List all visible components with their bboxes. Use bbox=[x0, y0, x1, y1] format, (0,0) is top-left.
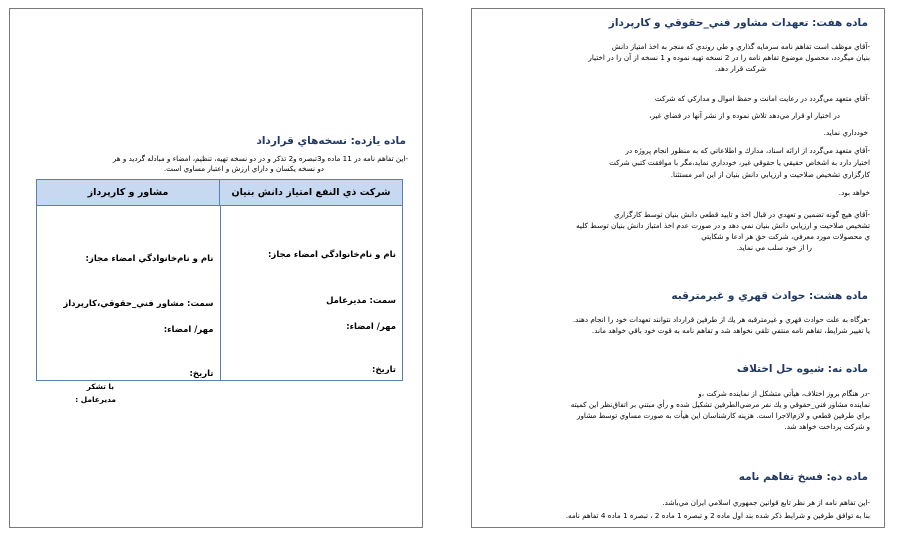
table-header-company: شركت ذي النفع امتياز دانش بنيان bbox=[220, 180, 402, 206]
section-9-heading: ماده نه: شيوه حل اختلاف bbox=[736, 363, 868, 375]
text-line: در اختيار او قرار مي‌دهد تلاش نموده و از نشر آنها در فضاي غير، bbox=[649, 111, 840, 120]
seal-signature-field: مهر/ امضاء: bbox=[346, 322, 396, 332]
table-column-company bbox=[220, 206, 403, 380]
section-9-text bbox=[571, 388, 870, 432]
text-line: -آقاي متعهد مي‌گردد در رعايت امانت و حفظ اموال و مداركي كه شركت bbox=[654, 94, 870, 103]
text-line: يا تغيير شرايط، تفاهم نامه منتفي تلقي نخواهد شد و تفاهم نامه به قوت خود باقي خواهد ماند. bbox=[591, 326, 870, 335]
text-line: نماينده مشاور فني_حقوقي و يك نفر مرضي‌الطرفين تشكيل شده و رأي مبتني بر اتفاق‌نظر اين كميته bbox=[570, 400, 870, 409]
section-7-paragraph-3 bbox=[609, 145, 870, 199]
signatory-name-field: نام و نام‌خانوادگي امضاء مجاز: bbox=[268, 250, 396, 260]
text-line: خواهد بود. bbox=[838, 188, 870, 197]
date-field: تاريخ: bbox=[372, 365, 396, 375]
section-10-text bbox=[566, 496, 870, 522]
section-7-paragraph-1 bbox=[588, 41, 870, 74]
text-line: ي محصولات مورد معرفي، شركت حق هر ادعا و شكايتي bbox=[701, 232, 870, 241]
text-line: و شركت پرداخت خواهد شد. bbox=[784, 422, 870, 431]
section-11-text bbox=[113, 154, 408, 174]
position-field: سمت: مشاور فني_حقوقي،كارپرداز bbox=[63, 299, 214, 309]
text-line: شركت قرار دهد. bbox=[715, 64, 766, 73]
text-line: تشخيص صلاحيت و ارزيابي دانش بنيان نمي دهد و در صورت عدم اخذ امتياز دانش بنيان توسط كليه bbox=[576, 221, 870, 230]
text-line: دو نسخه يكسان و داراي ارزش و اعتبار مساوي است. bbox=[163, 164, 324, 173]
text-line: -آقاي هيچ گونه تضمين و تعهدي در قبال اخذ و تاييد قطعي دانش بنيان توسط كارگزاري bbox=[614, 210, 870, 219]
seal-signature-field: مهر/ امضاء: bbox=[163, 325, 214, 335]
thanks-note: با تشكر bbox=[86, 382, 114, 391]
section-7-paragraph-2 bbox=[649, 90, 870, 141]
text-line: -هرگاه به علت حوادث قهري و غيرمترقبه هر يك از طرفين قرارداد نتوانند تعهدات خود را انجام دهند. bbox=[572, 315, 870, 324]
date-field: تاريخ: bbox=[189, 369, 214, 379]
table-header-row bbox=[37, 180, 402, 206]
signature-table bbox=[36, 179, 403, 381]
text-line: -اين تفاهم نامه از هر نظر تابع قوانين جمهوري اسلامي ايران مي‌باشد. bbox=[662, 498, 870, 507]
section-7-paragraph-4 bbox=[576, 209, 870, 253]
signatory-name-field: نام و نام‌خانوادگي امضاء مجاز: bbox=[85, 254, 214, 264]
section-8-heading: ماده هشت: حوادث قهري و غيرمترقبه bbox=[671, 290, 868, 302]
section-8-text bbox=[573, 314, 870, 336]
ceo-note: مديرعامل : bbox=[75, 395, 116, 404]
table-column-consultant bbox=[37, 206, 221, 380]
text-line: اختيار دارد به اشخاص حقيقي يا حقوقي غير، خودداري نمايد،مگر با موافقت كتبي شركت bbox=[609, 158, 870, 167]
text-line: بنا به توافق طرفين و شرايط ذكر شده بند اول ماده 2 و تبصره 1 ماده 2 ، تبصره 1 ماده 4 تفاهم نامه. bbox=[565, 511, 870, 520]
document-page-left bbox=[9, 8, 423, 528]
text-line: را از خود سلب مي نمايد. bbox=[736, 243, 812, 252]
position-field: سمت: مديرعامل bbox=[326, 296, 396, 306]
table-header-consultant: مشاور و كارپرداز bbox=[37, 180, 220, 206]
document-page-right bbox=[471, 8, 885, 528]
section-11-heading: ماده يازده: نسخه‌هاي قرارداد bbox=[256, 135, 406, 147]
text-line: -اين تفاهم نامه در 11 ماده و3تبصره و2 تذكر و در دو نسخه تهيه، تنظيم، امضاء و مبادله گرديد و هر bbox=[112, 154, 408, 163]
text-line: بنيان ميگردد، محصول موضوع تفاهم نامه را در 2 نسخه تهيه نموده و 1 نسخه از آن را در اختيار bbox=[588, 53, 870, 62]
section-7-heading: ماده هفت: تعهدات مشاور فني_حقوقي و كارپرداز bbox=[608, 17, 868, 29]
text-line: براي طرفين قطعي و لازم‌الاجرا است. هزينه كارشناسان اين هيأت به صورت مساوي توسط مشاور bbox=[576, 411, 870, 420]
text-line: -آقاي متعهد مي‌گردد از ارائه اسناد، مدارك و اطلاعاتي كه به منظور انجام پروژه در bbox=[625, 146, 870, 155]
text-line: كارگزاري تشخيص صلاحيت و ارزيابي دانش بنيان از اين امر مستثنا. bbox=[670, 170, 870, 179]
text-line: -آقاي موظف است تفاهم نامه سرمايه گذاري و طي روندي كه منجر به اخذ امتياز دانش bbox=[611, 42, 870, 51]
text-line: خودداري نمايد. bbox=[823, 128, 868, 137]
text-line: -در هنگام بروز اختلاف، هيأتي متشكل از نماينده شركت ،و bbox=[698, 389, 870, 398]
section-10-heading: ماده ده: فسخ تفاهم نامه bbox=[738, 471, 868, 483]
